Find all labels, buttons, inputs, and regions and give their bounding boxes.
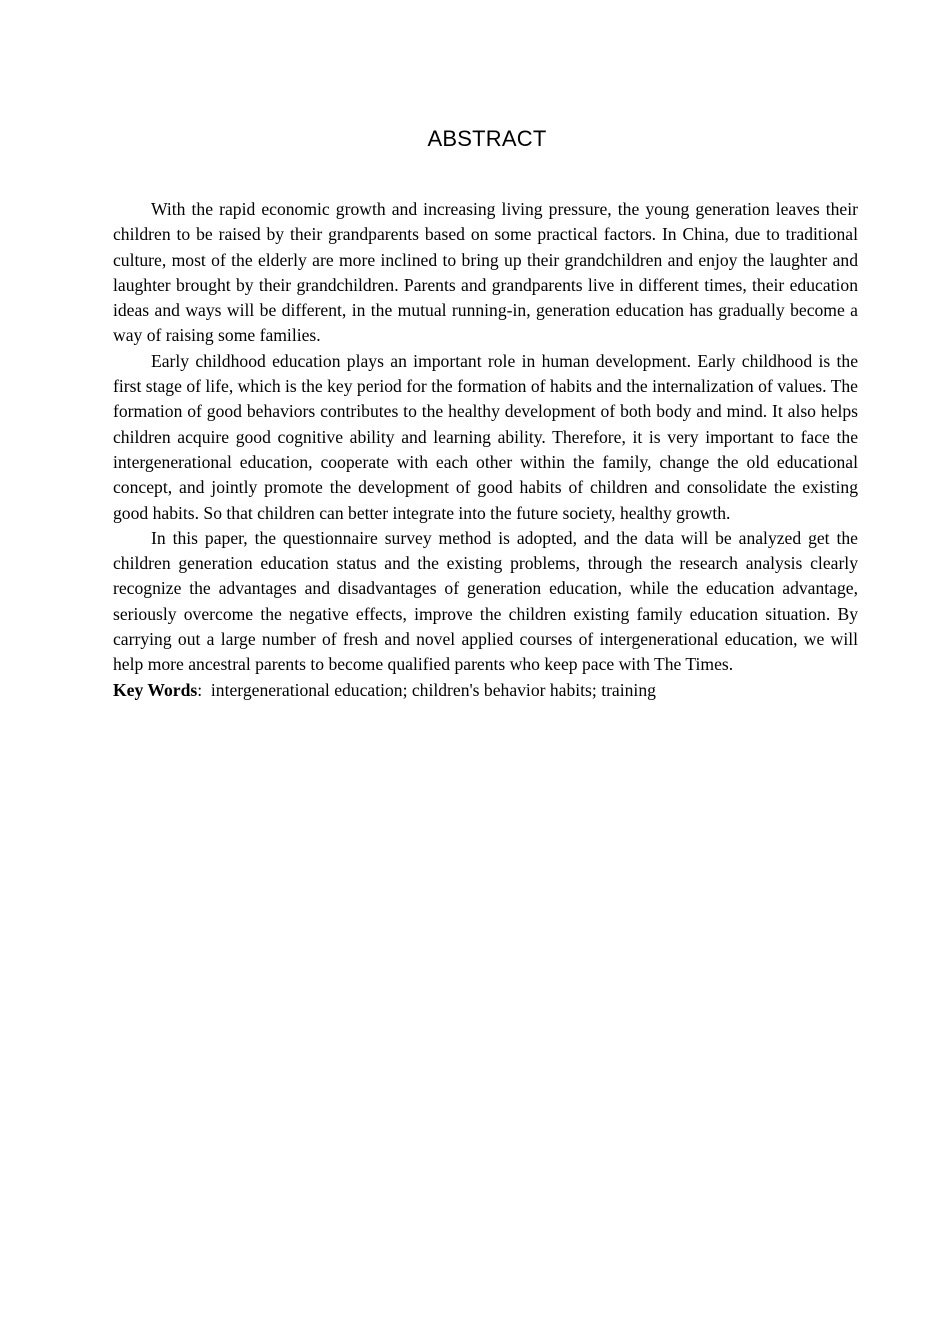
keywords-separator: : <box>197 679 211 700</box>
keywords-text: intergenerational education; children's behavior habits; training <box>210 679 656 700</box>
keywords-line <box>113 678 858 703</box>
abstract-paragraph-2: Early childhood education plays an important role in human development. Early childhood is the first stage of life, which is the key period for the formation of habits and the internalization of values. The formation of good behaviors contributes to the healthy development of both body and mind. It also helps children acquire good cognitive ability and learning ability. Therefore, it is very important to face the intergenerational education, cooperate with each other within the family, change the old educational concept, and jointly promote the development of good habits of children and consolidate the existing good habits. So that children can better integrate into the future society, healthy growth. <box>113 350 858 523</box>
abstract-paragraph-3: In this paper, the questionnaire survey method is adopted, and the data will be analyzed get the children generation education status and the existing problems, through the research analysis clearly recognize the advantages and disadvantages of generation education, while the education advantage, seriously overcome the negative effects, improve the children existing family education situation. By carrying out a large number of fresh and novel applied courses of intergenerational education, we will help more ancestral parents to become qualified parents who keep pace with The Times. <box>113 527 858 675</box>
abstract-body <box>113 197 858 703</box>
abstract-title: ABSTRACT <box>427 126 547 151</box>
abstract-paragraph-1: With the rapid economic growth and increasing living pressure, the young generation leaves their children to be raised by their grandparents based on some practical factors. In China, due to traditional culture, most of the elderly are more inclined to bring up their grandchildren and enjoy the laughter and laughter brought by their grandchildren. Parents and grandparents live in different times, their education ideas and ways will be different, in the mutual running-in, generation education has gradually become a way of raising some families. <box>113 199 858 346</box>
keywords-label: Key Words <box>113 679 198 700</box>
